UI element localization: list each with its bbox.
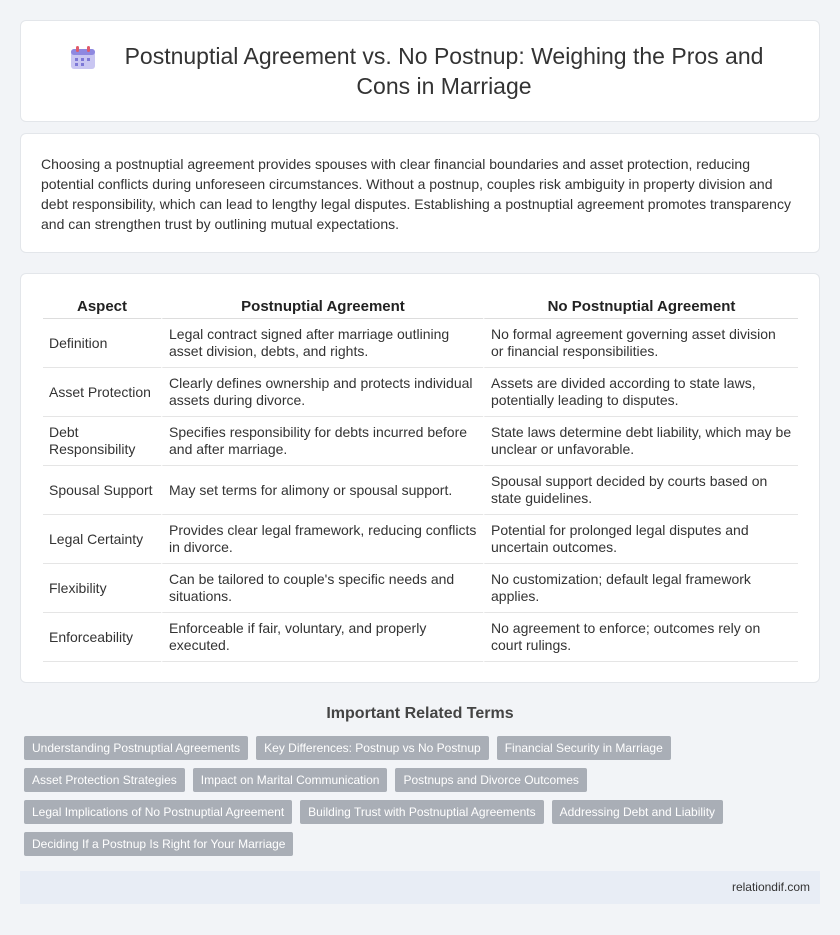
cell-no-postnup: No agreement to enforce; outcomes rely on court rulings.: [483, 613, 798, 662]
related-terms-heading: Important Related Terms: [326, 705, 514, 722]
cell-aspect: Debt Responsibility: [43, 417, 161, 466]
cell-aspect: Legal Certainty: [43, 515, 161, 564]
cell-no-postnup: No formal agreement governing asset division or financial responsibilities.: [483, 319, 798, 368]
related-term-tag[interactable]: Financial Security in Marriage: [497, 736, 671, 760]
cell-postnup: Specifies responsibility for debts incurred before and after marriage.: [161, 417, 483, 466]
intro-paragraph: Choosing a postnuptial agreement provides spouses with clear financial boundaries and asset protection, reducing potential conflicts during unforeseen circumstances. Without a postnup, couples risk ambiguity in property division and debt responsibility, which can lead to lengthy legal disputes. Establishing a postnuptial agreement promotes transparency and can strengthen trust by outlining mutual expectations.: [41, 156, 791, 232]
cell-no-postnup: State laws determine debt liability, which may be unclear or unfavorable.: [483, 417, 798, 466]
table-row: [43, 466, 798, 515]
title-card: [20, 20, 820, 122]
intro-card: [20, 133, 820, 253]
cell-postnup: Enforceable if fair, voluntary, and properly executed.: [161, 613, 483, 662]
cell-postnup: May set terms for alimony or spousal support.: [161, 466, 483, 515]
footer-site-link[interactable]: relationdif.com: [731, 880, 810, 894]
header-aspect: Aspect: [43, 294, 161, 319]
table-row: [43, 564, 798, 613]
tag-row: [24, 800, 814, 824]
related-term-tag[interactable]: Building Trust with Postnuptial Agreements: [300, 800, 543, 824]
comparison-card: [20, 273, 820, 683]
related-term-tag[interactable]: Legal Implications of No Postnuptial Agreement: [24, 800, 292, 824]
cell-aspect: Spousal Support: [43, 466, 161, 515]
tag-row: [24, 768, 814, 792]
related-terms-list: [24, 736, 814, 864]
header-postnup: Postnuptial Agreement: [161, 294, 483, 319]
related-term-tag[interactable]: Asset Protection Strategies: [24, 768, 185, 792]
table-row: [43, 613, 798, 662]
calendar-icon: [70, 46, 96, 70]
page-title: Postnuptial Agreement vs. No Postnup: Weighing the Pros and Cons in Marriage: [124, 43, 764, 99]
comparison-table: [43, 294, 798, 662]
table-header-row: [43, 294, 798, 319]
footer: [20, 871, 820, 904]
cell-no-postnup: Assets are divided according to state laws, potentially leading to disputes.: [483, 368, 798, 417]
cell-aspect: Asset Protection: [43, 368, 161, 417]
cell-aspect: Flexibility: [43, 564, 161, 613]
title-wrap: [70, 41, 770, 101]
cell-aspect: Definition: [43, 319, 161, 368]
cell-aspect: Enforceability: [43, 613, 161, 662]
related-term-tag[interactable]: Key Differences: Postnup vs No Postnup: [256, 736, 489, 760]
cell-no-postnup: Spousal support decided by courts based on state guidelines.: [483, 466, 798, 515]
tag-row: [24, 736, 814, 760]
tag-row: [24, 832, 814, 856]
cell-no-postnup: No customization; default legal framework applies.: [483, 564, 798, 613]
cell-postnup: Clearly defines ownership and protects individual assets during divorce.: [161, 368, 483, 417]
cell-postnup: Can be tailored to couple's specific needs and situations.: [161, 564, 483, 613]
table-row: [43, 319, 798, 368]
table-row: [43, 515, 798, 564]
related-term-tag[interactable]: Postnups and Divorce Outcomes: [395, 768, 586, 792]
header-no-postnup: No Postnuptial Agreement: [483, 294, 798, 319]
related-term-tag[interactable]: Deciding If a Postnup Is Right for Your Marriage: [24, 832, 293, 856]
table-row: [43, 417, 798, 466]
related-term-tag[interactable]: Impact on Marital Communication: [193, 768, 388, 792]
cell-postnup: Legal contract signed after marriage outlining asset division, debts, and rights.: [161, 319, 483, 368]
table-row: [43, 368, 798, 417]
related-term-tag[interactable]: Addressing Debt and Liability: [552, 800, 723, 824]
cell-postnup: Provides clear legal framework, reducing conflicts in divorce.: [161, 515, 483, 564]
cell-no-postnup: Potential for prolonged legal disputes and uncertain outcomes.: [483, 515, 798, 564]
related-term-tag[interactable]: Understanding Postnuptial Agreements: [24, 736, 248, 760]
